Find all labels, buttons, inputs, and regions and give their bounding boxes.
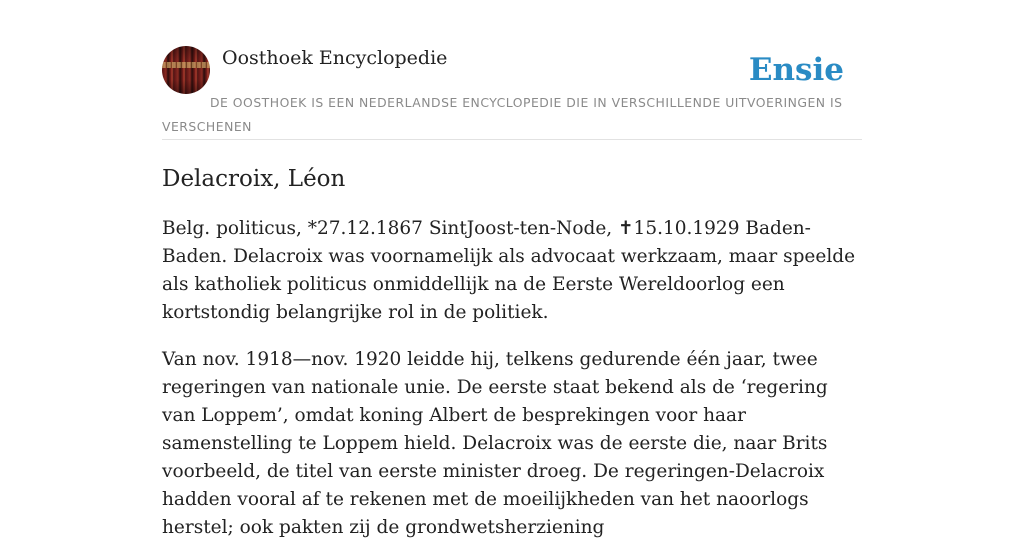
header-divider xyxy=(162,139,862,140)
site-title[interactable]: Oosthoek Encyclopedie xyxy=(222,47,448,69)
site-tagline: DE OOSTHOEK IS EEN NEDERLANDSE ENCYCLOPEDIE DIE IN VERSCHILLENDE UITVOERINGEN IS VERSCHENEN xyxy=(162,95,843,134)
article-paragraph-2: Van nov. 1918—nov. 1920 leidde hij, telkens gedurende één jaar, twee regeringen van nationale unie. De eerste staat bekend als de ‘regering van Loppem’, omdat koning Albert de besprekingen voor haar samenstelling te Loppem hield. Delacroix was de eerste die, naar Brits voorbeeld, de titel van eerste minister droeg. De regeringen-Delacroix hadden vooral af te rekenen met de moeilijkheden van het naoorlogs herstel; ook pakten zij de grondwetsherziening xyxy=(162,349,828,538)
article xyxy=(162,160,862,542)
ensie-logo[interactable]: Ensie xyxy=(748,52,844,88)
article-title: Delacroix, Léon xyxy=(162,166,346,192)
site-avatar[interactable] xyxy=(162,46,210,94)
article-paragraph-1: Belg. politicus, *27.12.1867 SintJoost-ten-Node, ✝15.10.1929 Baden-Baden. Delacroix was voornamelijk als advocaat werkzaam, maar speelde als katholiek politicus onmiddellijk na de Eerste Wereldoorlog een kortstondig belangrijke rol in de politiek. xyxy=(162,218,856,323)
